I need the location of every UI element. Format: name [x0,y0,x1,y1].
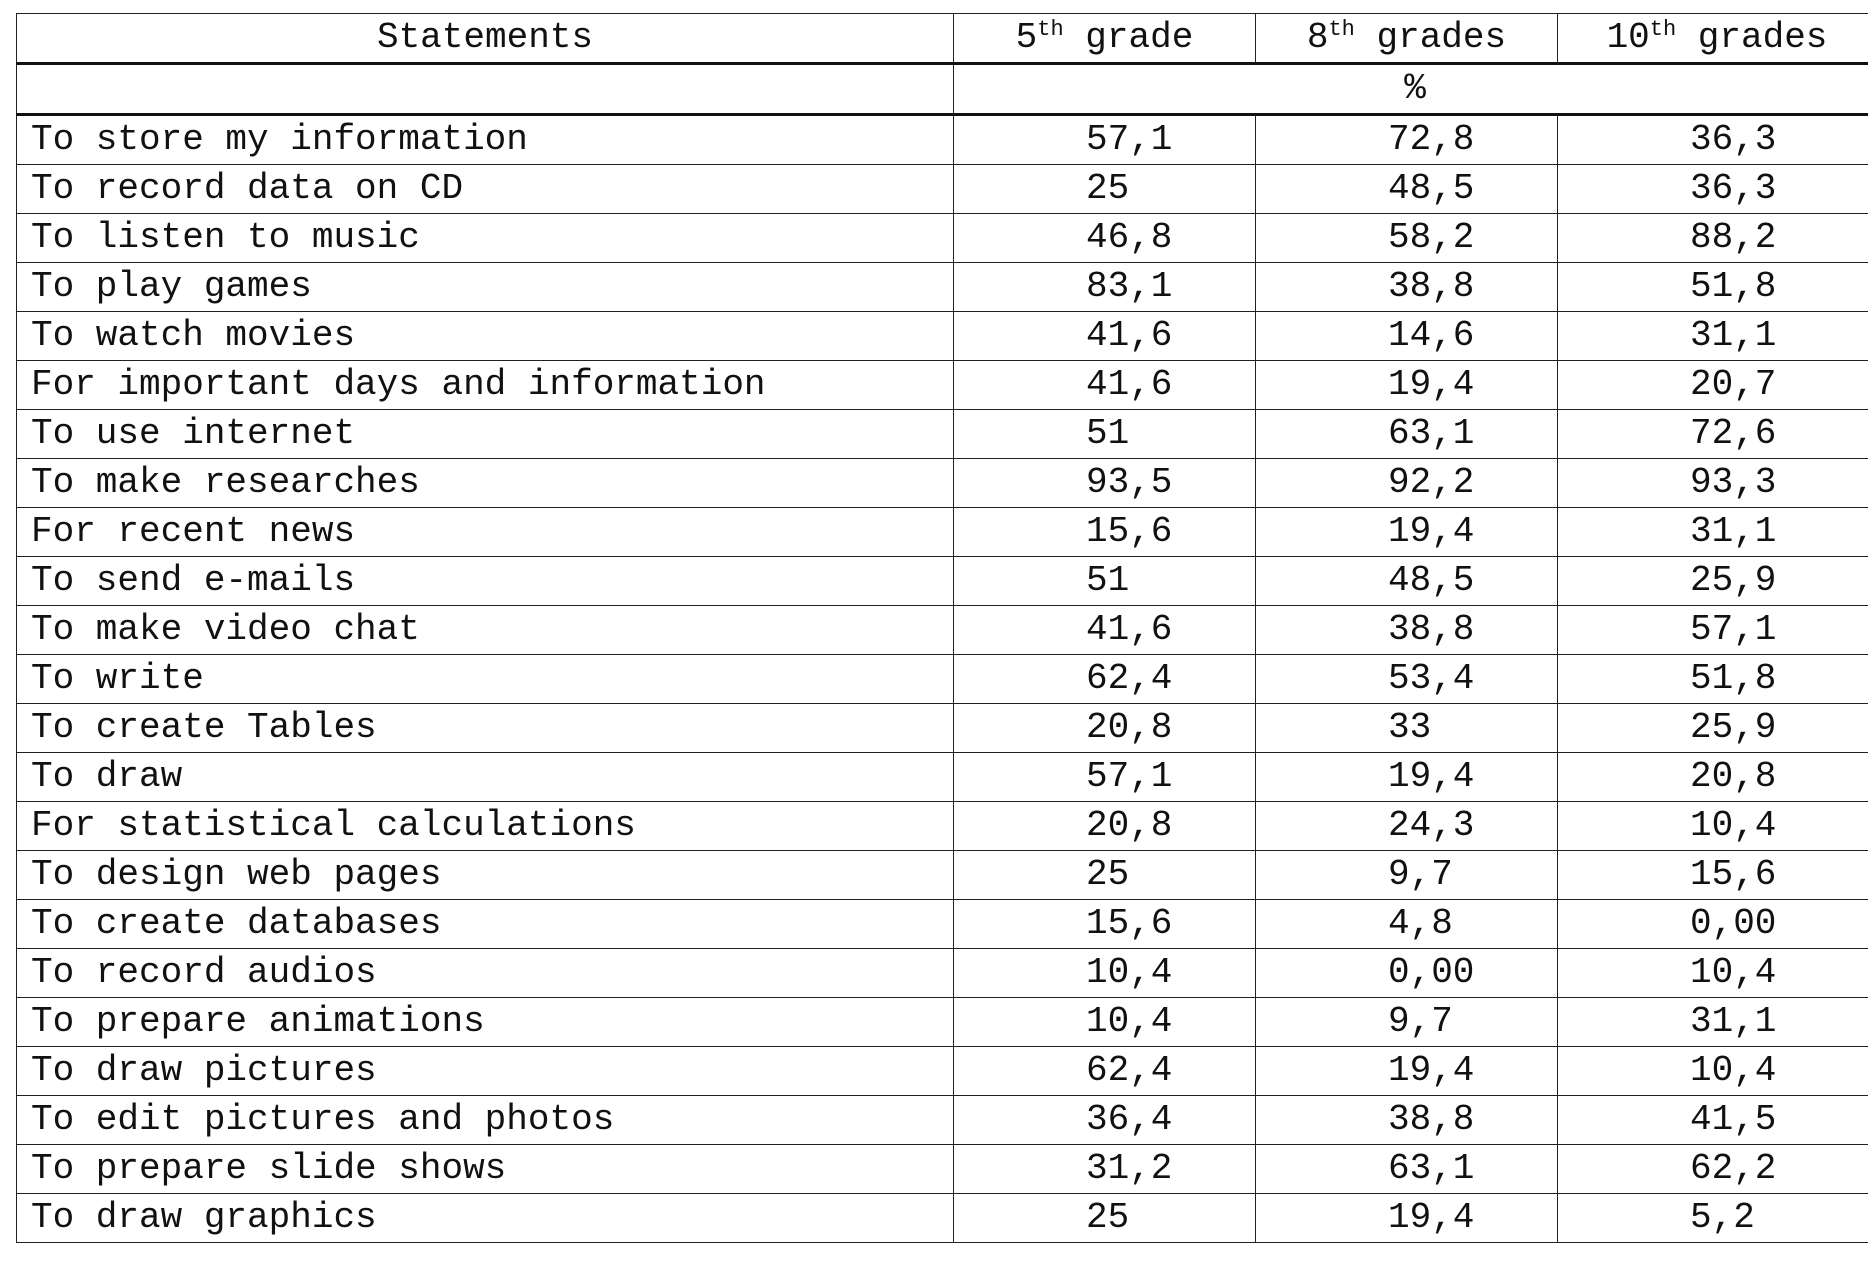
statement-cell: To draw pictures [17,1047,954,1096]
grade-8-cell: 72,8 [1256,115,1558,165]
grade-5-cell: 15,6 [954,900,1256,949]
statement-cell: To store my information [17,115,954,165]
table-row [17,263,1868,312]
table-row [17,459,1868,508]
grade-5-cell: 93,5 [954,459,1256,508]
header-sup: th [1328,17,1355,42]
statement-cell: To use internet [17,410,954,459]
grade-5-cell: 46,8 [954,214,1256,263]
grade-10-cell: 20,8 [1558,753,1868,802]
table-row [17,1194,1868,1243]
grade-8-cell: 38,8 [1256,1096,1558,1145]
statement-cell: To design web pages [17,851,954,900]
grade-10-cell: 51,8 [1558,655,1868,704]
grade-10-cell: 36,3 [1558,115,1868,165]
statement-cell: To record data on CD [17,165,954,214]
grade-5-cell: 62,4 [954,1047,1256,1096]
header-sup: th [1037,17,1064,42]
table-row [17,1145,1868,1194]
grade-10-cell: 62,2 [1558,1145,1868,1194]
table-row [17,165,1868,214]
grade-8-cell: 24,3 [1256,802,1558,851]
grade-8-cell: 33 [1256,704,1558,753]
statement-cell: To watch movies [17,312,954,361]
grade-10-cell: 10,4 [1558,1047,1868,1096]
header-10th-grades [1558,14,1868,64]
table-row [17,998,1868,1047]
header-label: grade [1063,17,1194,58]
grade-10-cell: 15,6 [1558,851,1868,900]
table-row [17,900,1868,949]
grade-10-cell: 25,9 [1558,704,1868,753]
header-num: 5 [1015,17,1038,58]
grade-5-cell: 57,1 [954,753,1256,802]
grade-10-cell: 51,8 [1558,263,1868,312]
grade-5-cell: 31,2 [954,1145,1256,1194]
statement-cell: To create Tables [17,704,954,753]
grade-10-cell: 57,1 [1558,606,1868,655]
statement-cell: To send e-mails [17,557,954,606]
statement-cell: To prepare animations [17,998,954,1047]
statement-cell: To draw [17,753,954,802]
header-label: grades [1354,17,1507,58]
header-8th-grades [1256,14,1558,64]
grade-5-cell: 41,6 [954,361,1256,410]
grade-10-cell: 10,4 [1558,802,1868,851]
table-row [17,655,1868,704]
statement-cell: To play games [17,263,954,312]
grade-5-cell: 57,1 [954,115,1256,165]
grade-8-cell: 9,7 [1256,998,1558,1047]
statement-cell: To listen to music [17,214,954,263]
table-row [17,704,1868,753]
grade-5-cell: 10,4 [954,998,1256,1047]
statement-cell: To edit pictures and photos [17,1096,954,1145]
table-row [17,1096,1868,1145]
statement-cell: To make researches [17,459,954,508]
grade-10-cell: 31,1 [1558,312,1868,361]
grade-5-cell: 83,1 [954,263,1256,312]
grade-10-cell: 20,7 [1558,361,1868,410]
grade-5-cell: 25 [954,851,1256,900]
statement-cell: For recent news [17,508,954,557]
unit-row [17,64,1868,115]
grade-8-cell: 19,4 [1256,361,1558,410]
table-row [17,557,1868,606]
statement-cell: For statistical calculations [17,802,954,851]
grade-8-cell: 19,4 [1256,508,1558,557]
grade-8-cell: 38,8 [1256,263,1558,312]
grade-5-cell: 10,4 [954,949,1256,998]
statements-table [16,13,1868,1243]
grade-10-cell: 72,6 [1558,410,1868,459]
grade-8-cell: 63,1 [1256,410,1558,459]
table-row [17,410,1868,459]
grade-5-cell: 20,8 [954,704,1256,753]
header-sup: th [1649,17,1677,42]
grade-8-cell: 53,4 [1256,655,1558,704]
header-statements: Statements [17,14,954,64]
statement-cell: For important days and information [17,361,954,410]
grade-8-cell: 19,4 [1256,1047,1558,1096]
statement-cell: To draw graphics [17,1194,954,1243]
grade-10-cell: 36,3 [1558,165,1868,214]
header-row [17,14,1868,64]
unit-percent: % [954,64,1868,115]
statement-cell: To create databases [17,900,954,949]
grade-10-cell: 25,9 [1558,557,1868,606]
grade-5-cell: 51 [954,557,1256,606]
grade-8-cell: 4,8 [1256,900,1558,949]
table-row [17,214,1868,263]
grade-8-cell: 19,4 [1256,1194,1558,1243]
grade-5-cell: 41,6 [954,606,1256,655]
grade-10-cell: 41,5 [1558,1096,1868,1145]
unit-empty-cell [17,64,954,115]
statement-cell: To write [17,655,954,704]
grade-5-cell: 51 [954,410,1256,459]
grade-8-cell: 38,8 [1256,606,1558,655]
grade-8-cell: 9,7 [1256,851,1558,900]
table-row [17,949,1868,998]
header-label: grades [1676,17,1828,58]
grade-8-cell: 48,5 [1256,557,1558,606]
table-row [17,361,1868,410]
grade-10-cell: 10,4 [1558,949,1868,998]
grade-10-cell: 93,3 [1558,459,1868,508]
header-num: 10 [1606,17,1650,58]
grade-5-cell: 62,4 [954,655,1256,704]
table-row [17,1047,1868,1096]
grade-5-cell: 25 [954,165,1256,214]
grade-10-cell: 88,2 [1558,214,1868,263]
grade-5-cell: 36,4 [954,1096,1256,1145]
grade-5-cell: 15,6 [954,508,1256,557]
grade-8-cell: 19,4 [1256,753,1558,802]
grade-8-cell: 14,6 [1256,312,1558,361]
grade-10-cell: 5,2 [1558,1194,1868,1243]
grade-8-cell: 0,00 [1256,949,1558,998]
table-row [17,606,1868,655]
table-row [17,312,1868,361]
header-5th-grade [954,14,1256,64]
header-num: 8 [1306,17,1329,58]
grade-10-cell: 31,1 [1558,998,1868,1047]
statement-cell: To prepare slide shows [17,1145,954,1194]
grade-8-cell: 63,1 [1256,1145,1558,1194]
statement-cell: To record audios [17,949,954,998]
table-row [17,753,1868,802]
table-row [17,115,1868,165]
grade-10-cell: 0,00 [1558,900,1868,949]
grade-8-cell: 92,2 [1256,459,1558,508]
table-row [17,851,1868,900]
grade-8-cell: 58,2 [1256,214,1558,263]
table-row [17,802,1868,851]
grade-10-cell: 31,1 [1558,508,1868,557]
grade-8-cell: 48,5 [1256,165,1558,214]
grade-5-cell: 25 [954,1194,1256,1243]
table-row [17,508,1868,557]
grade-5-cell: 41,6 [954,312,1256,361]
grade-5-cell: 20,8 [954,802,1256,851]
statement-cell: To make video chat [17,606,954,655]
